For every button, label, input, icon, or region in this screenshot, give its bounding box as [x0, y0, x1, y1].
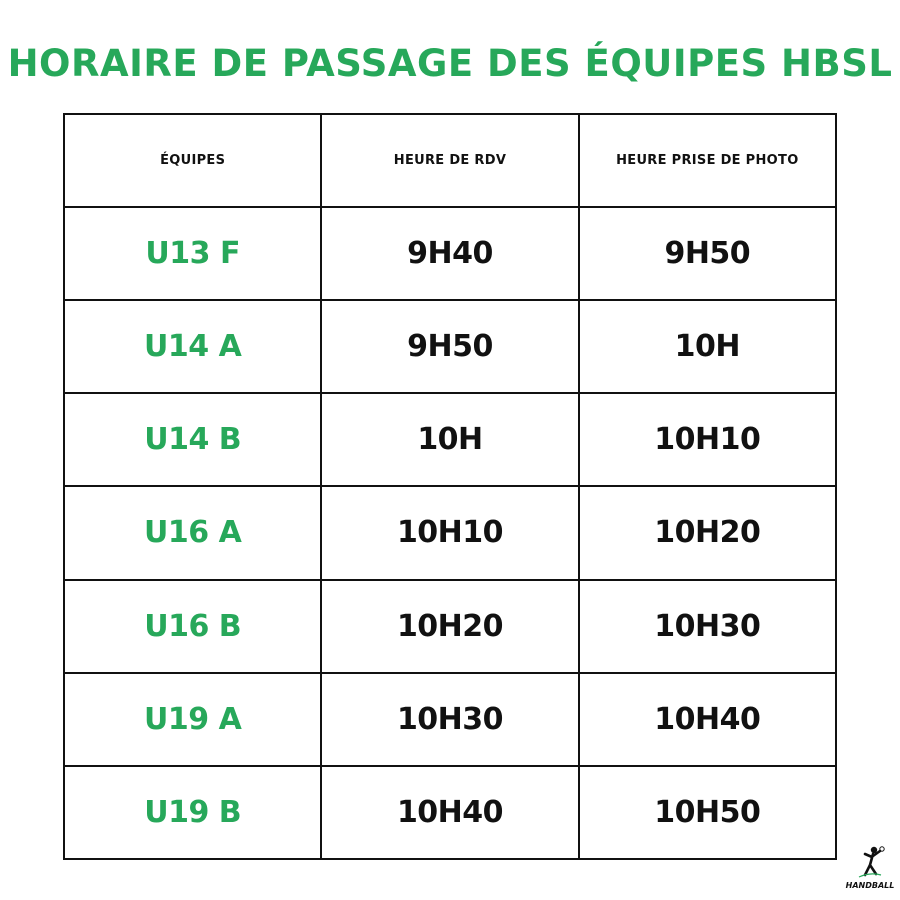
rdv-time-cell: 10H40 — [321, 766, 578, 859]
photo-time-cell: 10H10 — [579, 393, 836, 486]
team-cell: U14 A — [64, 300, 321, 393]
table-row — [64, 486, 836, 579]
table-row — [64, 393, 836, 486]
table-row — [64, 673, 836, 766]
table-body — [64, 207, 836, 859]
table-row — [64, 300, 836, 393]
table-header — [64, 114, 836, 207]
team-cell: U19 A — [64, 673, 321, 766]
handball-player-icon — [845, 845, 895, 881]
page-title: HORAIRE DE PASSAGE DES ÉQUIPES HBSL — [7, 42, 893, 85]
header-row — [64, 114, 836, 207]
header-teams: ÉQUIPES — [64, 114, 321, 207]
photo-time-cell: 10H20 — [579, 486, 836, 579]
photo-time-cell: 10H50 — [579, 766, 836, 859]
schedule-table — [63, 113, 837, 860]
rdv-time-cell: 10H — [321, 393, 578, 486]
photo-time-cell: 10H40 — [579, 673, 836, 766]
team-cell: U13 F — [64, 207, 321, 300]
table-row — [64, 207, 836, 300]
photo-time-cell: 10H30 — [579, 580, 836, 673]
team-cell: U16 A — [64, 486, 321, 579]
team-cell: U19 B — [64, 766, 321, 859]
table-row — [64, 580, 836, 673]
header-rdv-time: HEURE DE RDV — [321, 114, 578, 207]
rdv-time-cell: 10H30 — [321, 673, 578, 766]
photo-time-cell: 9H50 — [579, 207, 836, 300]
team-cell: U14 B — [64, 393, 321, 486]
club-logo — [845, 845, 895, 895]
rdv-time-cell: 10H20 — [321, 580, 578, 673]
logo-text: HANDBALL — [845, 881, 895, 890]
photo-time-cell: 10H — [579, 300, 836, 393]
header-photo-time: HEURE PRISE DE PHOTO — [579, 114, 836, 207]
rdv-time-cell: 9H40 — [321, 207, 578, 300]
rdv-time-cell: 10H10 — [321, 486, 578, 579]
rdv-time-cell: 9H50 — [321, 300, 578, 393]
table-row — [64, 766, 836, 859]
team-cell: U16 B — [64, 580, 321, 673]
